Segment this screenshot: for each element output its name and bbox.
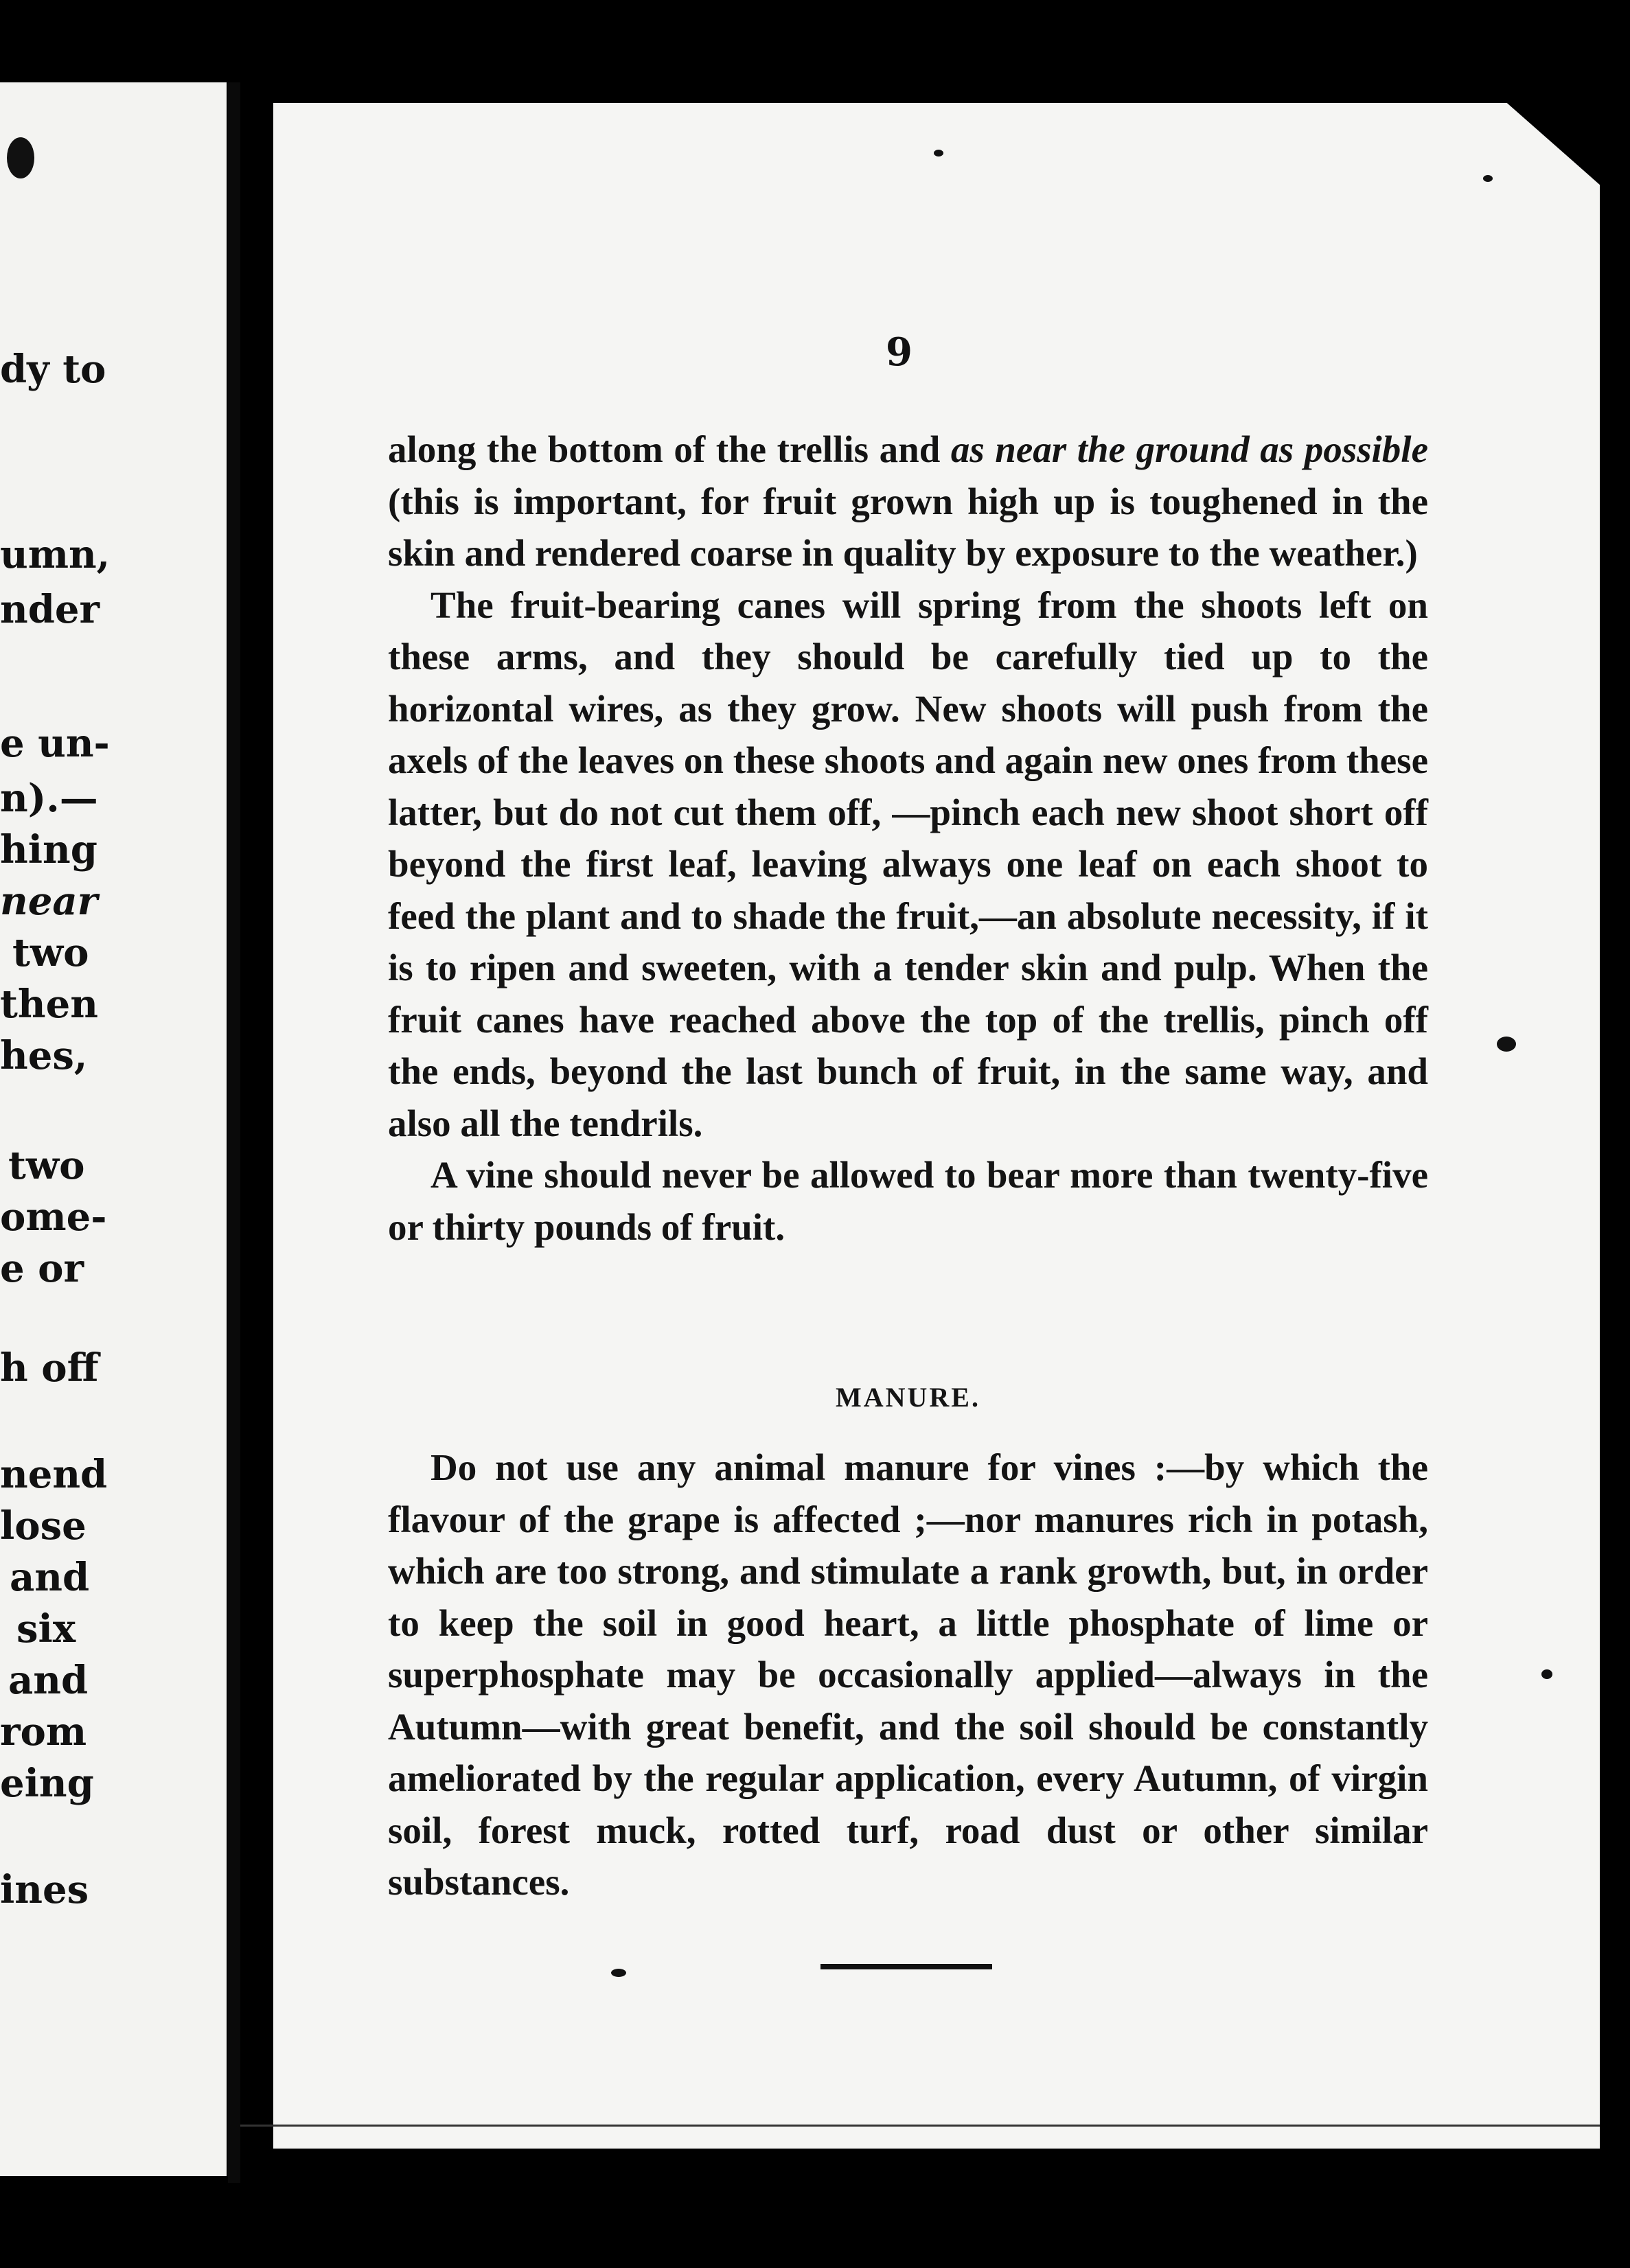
paragraph: The fruit-bearing canes will spring from the shoots left on these arms, and they should be carefully tied up to the horizontal wires, as they grow. New shoots will push from the axels of the leaves on these shoots and again new ones from these latter, but do not cut them off, —pinch each new shoot short off beyond the first leaf, leaving always one leaf on each shoot to feed the plant and to shade the fruit,—an absolute necessity, if it is to ripen and sweeten, with a tender skin and pulp. When the fruit canes have reached above the top of the trellis, pinch off the ends, beyond the last bunch of fruit, in the same way, and also all the tendrils. [388, 583, 1428, 1144]
ink-speck [1541, 1669, 1552, 1679]
left-page-line: umn, [0, 532, 111, 577]
ink-speck [934, 150, 943, 157]
left-page-line: nend [0, 1452, 108, 1497]
left-page-line: lose [0, 1503, 87, 1549]
left-page-line: and [8, 1658, 89, 1703]
left-page-line: ome- [0, 1194, 107, 1240]
ink-speck [7, 137, 34, 178]
section-heading: MANURE. [836, 1382, 980, 1413]
page-bottom-line [240, 2125, 1600, 2127]
left-page-line: nder [0, 587, 100, 632]
left-page-line: and [10, 1555, 90, 1600]
left-page-line: two [8, 1143, 85, 1188]
ink-speck [1483, 175, 1493, 182]
body-text-upper [388, 424, 1428, 1253]
left-page-line: near [0, 879, 98, 924]
ink-speck [1497, 1037, 1516, 1052]
left-page-line: six [16, 1606, 76, 1652]
paragraph-text: (this is important, for fruit grown high up is toughened in the skin and rendered coarse in quality by exposure to the weather.) [388, 480, 1428, 574]
paragraph [388, 424, 1428, 579]
end-rule [820, 1964, 992, 1969]
page-number: 9 [886, 329, 912, 375]
left-page-line: then [0, 982, 98, 1027]
left-page-line: h off [0, 1345, 99, 1391]
paragraph: A vine should never be allowed to bear more than twenty-five or thirty pounds of fruit. [388, 1154, 1428, 1248]
left-page-line: hes, [0, 1033, 88, 1078]
left-facing-page [0, 82, 227, 2176]
left-page-line: dy to [0, 347, 106, 392]
book-gutter [228, 82, 240, 2183]
left-page-line: two [12, 930, 89, 975]
left-page-line: e or [0, 1246, 84, 1291]
left-page-line: ines [0, 1867, 89, 1912]
paragraph: Do not use any animal manure for vines :—by which the flavour of the grape is affected ;—nor manures rich in potash, which are too strong, and stimulate a rank growth, but, in order to keep the soil in good heart, a little phosphate of lime or superphosphate may be occasionally applied—always in the Autumn—with great benefit, and the soil should be constantly ameliorated by the regular application, every Autumn, of virgin soil, forest muck, rotted turf, road dust or other similar substances. [388, 1446, 1428, 1903]
italic-phrase: as near the ground as possible [950, 428, 1428, 470]
ink-speck [611, 1969, 626, 1977]
body-text-lower [388, 1442, 1428, 1908]
left-page-line: rom [0, 1709, 87, 1755]
left-page-line: hing [0, 827, 97, 872]
left-page-line: eing [0, 1761, 94, 1806]
left-page-line: n).— [0, 776, 98, 821]
paragraph-text: along the bottom of the trellis and [388, 428, 951, 470]
left-page-line: e un- [0, 721, 110, 766]
